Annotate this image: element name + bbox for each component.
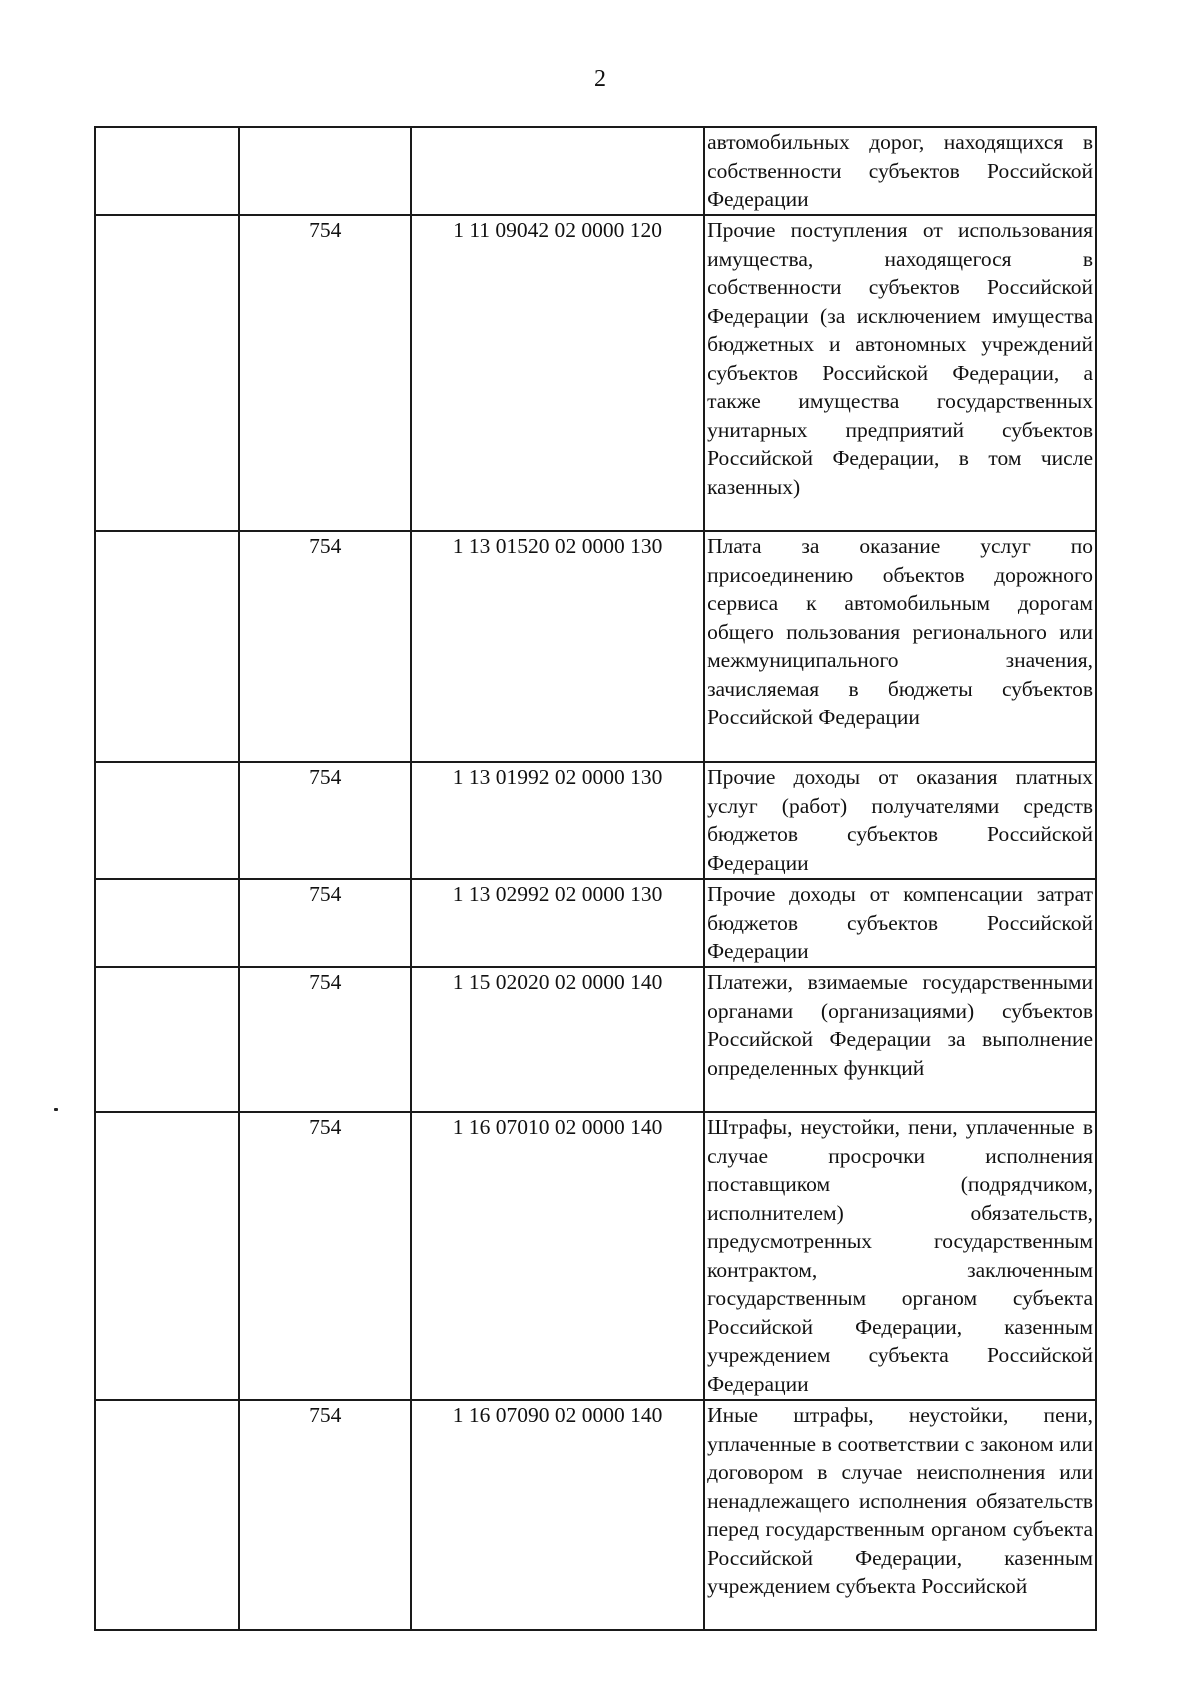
description-cell: автомобильных дорог, находящихся в собственности субъектов Российской Федерации bbox=[704, 127, 1096, 215]
empty-cell bbox=[95, 762, 239, 879]
admin-code-cell: 754 bbox=[239, 1400, 411, 1630]
admin-code-cell: 754 bbox=[239, 531, 411, 762]
table-row bbox=[95, 879, 1096, 967]
admin-code-cell: 754 bbox=[239, 879, 411, 967]
description-cell: Прочие доходы от компенсации затрат бюджетов субъектов Российской Федерации bbox=[704, 879, 1096, 967]
description-cell: Прочие поступления от использования имущества, находящегося в собственности субъектов Российской Федерации (за исключением имущества бюджетных и автономных учреждений субъектов Российской Федерации, а также имущества государственных унитарных предприятий субъектов Российской Федерации, в том числе казенных) bbox=[704, 215, 1096, 531]
admin-code-cell: 754 bbox=[239, 1112, 411, 1400]
budget-code-cell: 1 13 02992 02 0000 130 bbox=[411, 879, 704, 967]
revenue-codes-table bbox=[94, 126, 1097, 1631]
table-row bbox=[95, 127, 1096, 215]
budget-code-cell: 1 11 09042 02 0000 120 bbox=[411, 215, 704, 531]
budget-code-cell: 1 13 01520 02 0000 130 bbox=[411, 531, 704, 762]
admin-code-cell bbox=[239, 127, 411, 215]
budget-code-cell bbox=[411, 127, 704, 215]
scan-speck bbox=[54, 1108, 58, 1111]
budget-code-cell: 1 16 07090 02 0000 140 bbox=[411, 1400, 704, 1630]
empty-cell bbox=[95, 127, 239, 215]
table-row bbox=[95, 215, 1096, 531]
admin-code-cell: 754 bbox=[239, 762, 411, 879]
empty-cell bbox=[95, 215, 239, 531]
description-cell: Штрафы, неустойки, пени, уплаченные в случае просрочки исполнения поставщиком (подрядчиком, исполнителем) обязательств, предусмотренных государственным контрактом, заключенным государственным органом субъекта Российской Федерации, казенным учреждением субъекта Российской Федерации bbox=[704, 1112, 1096, 1400]
description-cell: Платежи, взимаемые государственными органами (организациями) субъектов Российской Федерации за выполнение определенных функций bbox=[704, 967, 1096, 1112]
description-cell: Плата за оказание услуг по присоединению объектов дорожного сервиса к автомобильным дорогам общего пользования регионального или межмуниципального значения, зачисляемая в бюджеты субъектов Российской Федерации bbox=[704, 531, 1096, 762]
table-row bbox=[95, 531, 1096, 762]
budget-code-cell: 1 13 01992 02 0000 130 bbox=[411, 762, 704, 879]
table-row bbox=[95, 762, 1096, 879]
budget-code-cell: 1 16 07010 02 0000 140 bbox=[411, 1112, 704, 1400]
admin-code-cell: 754 bbox=[239, 215, 411, 531]
table-row bbox=[95, 1112, 1096, 1400]
table-row bbox=[95, 967, 1096, 1112]
budget-code-cell: 1 15 02020 02 0000 140 bbox=[411, 967, 704, 1112]
empty-cell bbox=[95, 531, 239, 762]
description-cell: Иные штрафы, неустойки, пени, уплаченные в соответствии с законом или договором в случае неисполнения или ненадлежащего исполнения обязательств перед государственным органом субъекта Российской Федерации, казенным учреждением субъекта Российской bbox=[704, 1400, 1096, 1630]
table-row bbox=[95, 1400, 1096, 1630]
empty-cell bbox=[95, 1112, 239, 1400]
empty-cell bbox=[95, 1400, 239, 1630]
empty-cell bbox=[95, 967, 239, 1112]
page-number: 2 bbox=[594, 66, 606, 92]
admin-code-cell: 754 bbox=[239, 967, 411, 1112]
description-cell: Прочие доходы от оказания платных услуг (работ) получателями средств бюджетов субъектов Российской Федерации bbox=[704, 762, 1096, 879]
empty-cell bbox=[95, 879, 239, 967]
